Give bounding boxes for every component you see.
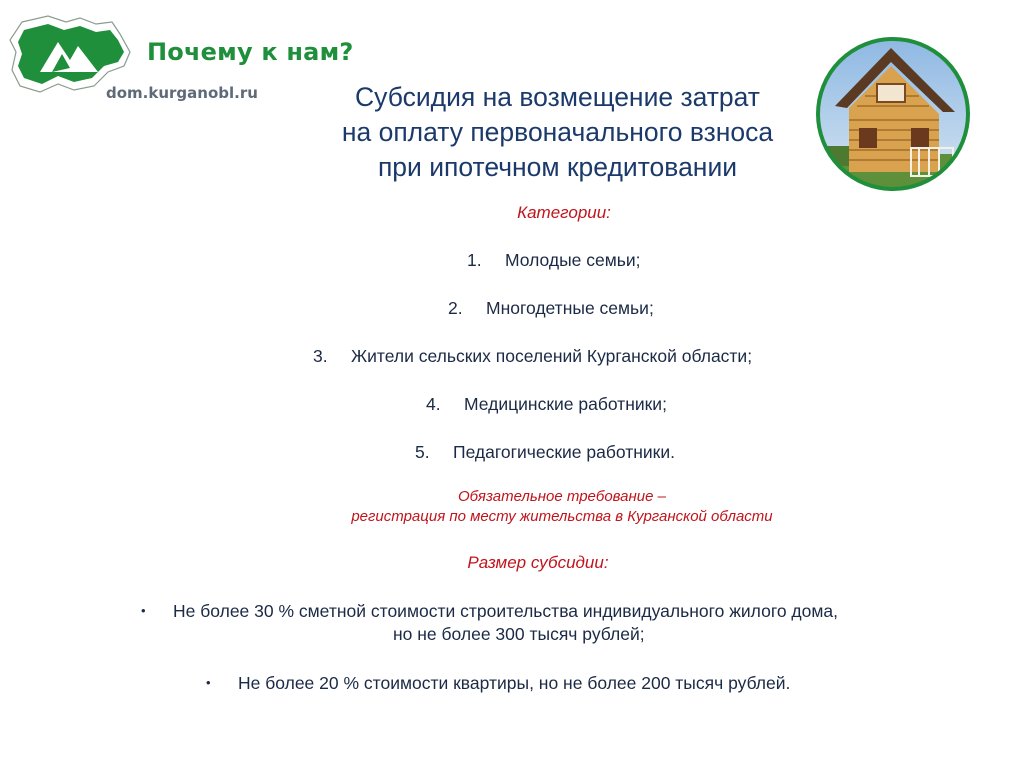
category-number: 4. [426,394,441,414]
wooden-house-photo [815,36,971,192]
mandatory-requirement [0,487,1024,527]
category-label: Многодетные семьи; [486,298,654,318]
slide-title [290,80,825,185]
category-label: Жители сельских поселений Курганской области; [351,346,753,366]
bullet-2-text: Не более 20 % стоимости квартиры, но не более 200 тысяч рублей. [238,673,791,693]
title-line-3: при ипотечном кредитовании [377,152,738,182]
category-item-4 [426,394,667,415]
brand-title: Почему к нам? [147,38,354,66]
category-number: 3. [313,346,328,366]
category-item-1 [467,250,641,271]
bullet-1-line-1: Не более 30 % сметной стоимости строительства индивидуального жилого дома, [173,601,838,621]
category-number: 1. [467,250,482,270]
category-item-5 [415,442,675,463]
bullet-icon: • [206,675,211,690]
category-label: Молодые семьи; [505,250,641,270]
category-label: Медицинские работники; [464,394,667,414]
bullet-1-line-2: но не более 300 тысяч рублей; [393,624,645,644]
bullet-icon: • [141,603,146,618]
requirement-line-1: Обязательное требование – [458,488,666,505]
subsidy-bullet-1 [141,601,838,622]
category-number: 5. [415,442,430,462]
title-line-1: Субсидия на возмещение затрат [355,82,760,112]
category-label: Педагогические работники. [453,442,675,462]
subsidy-bullet-2 [206,673,790,694]
category-number: 2. [448,298,463,318]
title-line-2: на оплату первоначального взноса [341,117,774,147]
categories-heading: Категории: [517,203,611,222]
category-item-3 [313,346,752,367]
subsidy-size-heading: Размер субсидии: [467,553,609,572]
category-item-2 [448,298,654,319]
requirement-line-2: регистрация по месту жительства в Курганской области [351,508,773,525]
site-url[interactable]: dom.kurganobl.ru [106,84,258,102]
